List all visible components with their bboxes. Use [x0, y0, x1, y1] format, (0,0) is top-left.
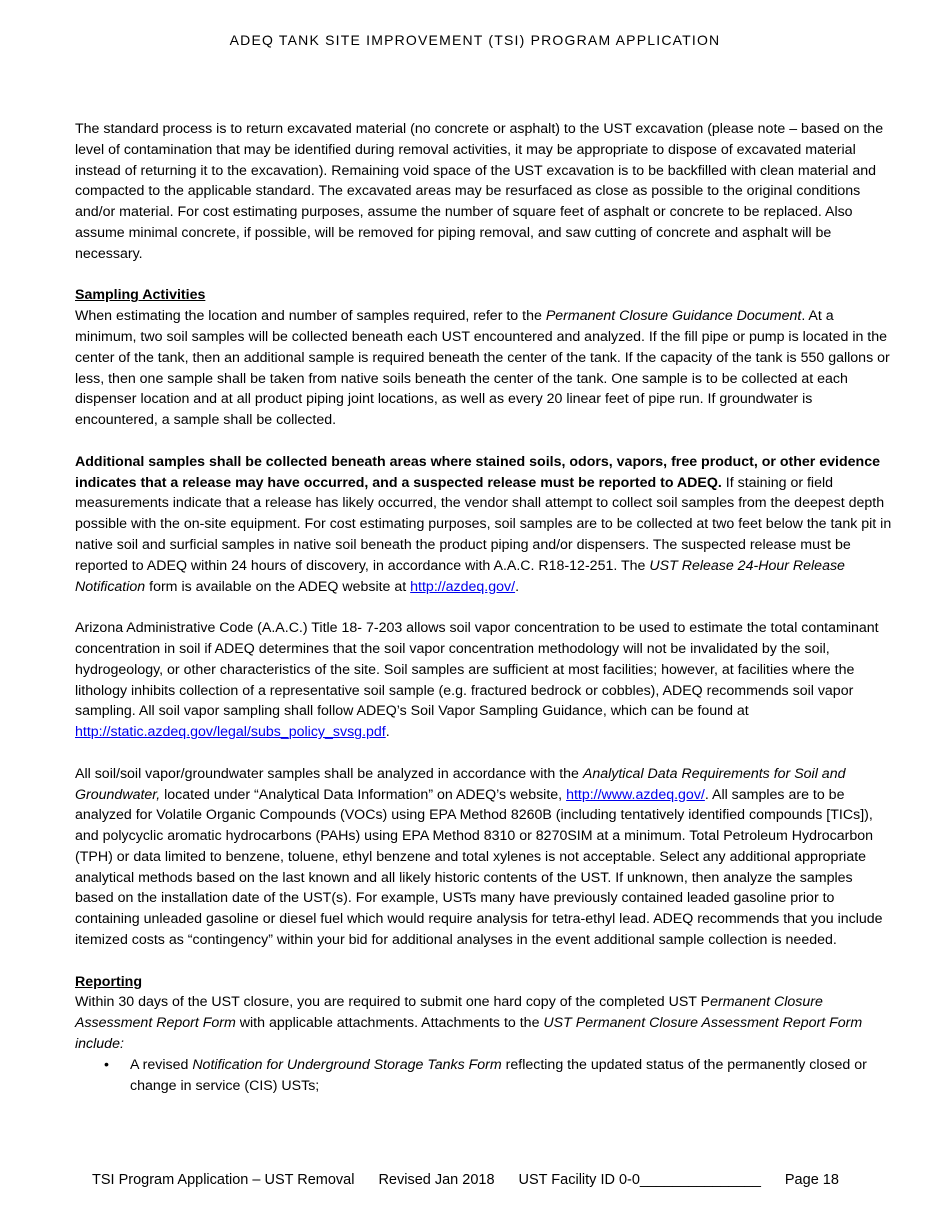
azdeq-link[interactable]: http://azdeq.gov/ [410, 578, 516, 595]
additional-end: . [515, 578, 520, 595]
reporting-text-1: Within 30 days of the UST closure, you are required to submit one hard copy of the completed UST P [75, 994, 711, 1011]
sampling-activities-heading: Sampling Activities [75, 287, 206, 304]
analysis-text-1: All soil/soil vapor/groundwater samples shall be analyzed in accordance with the [75, 765, 583, 782]
analysis-paragraph [75, 764, 895, 951]
additional-samples-bold: Additional samples shall be collected beneath areas where stained soils, odors, vapors, free product, or other evidence indicates that a release may have occurred, and a suspected release must be reported to ADEQ. [75, 453, 880, 491]
reporting-paragraph [75, 992, 895, 1054]
bullet-text-1: A revised [130, 1056, 193, 1073]
release-notification-title: UST Release 24-Hour Release Notification [75, 557, 845, 595]
footer-page-number: Page 18 [784, 1172, 839, 1188]
azdeq-www-link[interactable]: http://www.azdeq.gov/ [566, 786, 705, 803]
aac-end: . [385, 724, 390, 741]
sampling-text-a: When estimating the location and number of samples required, refer to the [75, 308, 546, 325]
sampling-paragraph [75, 306, 895, 431]
bullet-text-2: reflecting the updated status of the permanently closed or change in service (CIS) USTs; [130, 1056, 867, 1094]
soil-vapor-guidance-link[interactable]: http://static.azdeq.gov/legal/subs_policy_svsg.pdf [75, 724, 386, 741]
report-form-include: UST Permanent Closure Assessment Report Form include: [75, 1015, 863, 1053]
footer-facility-id: UST Facility ID 0-0_______________ [518, 1172, 761, 1188]
sampling-guidance-title: Permanent Closure Guidance Document [545, 308, 802, 325]
report-form-title: ermanent Closure Assessment Report Form [75, 994, 823, 1032]
bullet-icon: • [104, 1056, 109, 1073]
analytical-data-title: Analytical Data Requirements for Soil and Groundwater, [75, 765, 846, 803]
aac-paragraph [75, 618, 895, 743]
page-header: ADEQ TANK SITE IMPROVEMENT (TSI) PROGRAM APPLICATION [229, 32, 721, 48]
backfill-paragraph: The standard process is to return excavated material (no concrete or asphalt) to the UST excavation (please note – based on the level of contamination that may be identified during removal activities, it may be appropriate to dispose of excavated material instead of returning it to the excavation). Remaining void space of the UST excavation is to be backfilled with clean material and compacted to the applicable standard. The excavated areas may be resurfaced as close as possible to the original conditions and/or material. For cost estimating purposes, assume the number of square feet of asphalt or concrete to be replaced. Also assume minimal concrete, if possible, will be removed for piping removal, and saw cutting of concrete and asphalt will be necessary. [75, 121, 884, 262]
analysis-text-2: located under “Analytical Data Information” on ADEQ’s website, [160, 786, 567, 803]
additional-text-2: form is available on the ADEQ website at [145, 578, 411, 595]
list-item [75, 1055, 895, 1097]
notification-form-title: Notification for Underground Storage Tanks Form [192, 1056, 502, 1073]
additional-samples-paragraph [75, 452, 895, 598]
analysis-text-3: . All samples are to be analyzed for Volatile Organic Compounds (VOCs) using EPA Method 8260B (including tentatively identified compounds [TICs]), and polycyclic aromatic hydrocarbons (PAHs) using EPA Method 8310 or 8270SIM at a minimum. Total Petroleum Hydrocarbon (TPH) or data limited to benzene, toluene, ethyl benzene and total xylenes is not acceptable. Select any additional appropriate analytical methods based on the last known and all likely historic contents of the UST. If unknown, then analyze the samples based on the installation date of the UST(s). For example, USTs many have previously contained leaded gasoline prior to containing unleaded gasoline or diesel fuel which would require analysis for tetra-ethyl lead. ADEQ recommends that you include itemized costs as “contingency” within your bid for additional analyses in the event additional sample collection is needed. [75, 786, 883, 949]
footer-program: TSI Program Application – UST Removal [92, 1172, 355, 1188]
aac-text: Arizona Administrative Code (A.A.C.) Title 18- 7-203 allows soil vapor concentration to be used to estimate the total contaminant concentration in soil if ADEQ determines that the soil vapor concentration methodology will not be invalidated by the soil, hydrogeology, or other characteristics of the site. Soil samples are sufficient at most facilities; however, at facilities where the lithology inhibits collection of a representative soil sample (e.g. fractured bedrock or cobbles), ADEQ recommends soil vapor sampling. All soil vapor sampling shall follow ADEQ’s Soil Vapor Sampling Guidance, which can be found at [75, 620, 879, 720]
reporting-text-2: with applicable attachments. Attachments to the [235, 1015, 544, 1032]
page-footer [92, 1172, 892, 1188]
footer-revised: Revised Jan 2018 [378, 1172, 495, 1188]
reporting-heading: Reporting [75, 973, 142, 990]
document-body [75, 119, 895, 1096]
attachments-list [75, 1055, 895, 1097]
sampling-text-b: . At a minimum, two soil samples will be collected beneath each UST encountered and analyzed. If the fill pipe or pump is located in the center of the tank, then an additional sample is required beneath the center of the tank. If the capacity of the tank is 550 gallons or less, then one sample shall be taken from native soils beneath the center of the tank. One sample is to be collected at each dispenser location and at all product piping joint locations, as well as every 20 linear feet of pipe run. If groundwater is encountered, a sample shall be collected. [75, 308, 890, 429]
additional-text-1: If staining or field measurements indicate that a release has likely occurred, the vendor shall attempt to collect soil samples from the deepest depth possible with the on-site equipment. For cost estimating purposes, soil samples are to be collected at two feet below the tank pit in native soil and surficial samples in native soil beneath the product piping and/or dispensers. The suspected release must be reported to ADEQ within 24 hours of discovery, in accordance with A.A.C. R18-12-251. The [75, 474, 892, 574]
